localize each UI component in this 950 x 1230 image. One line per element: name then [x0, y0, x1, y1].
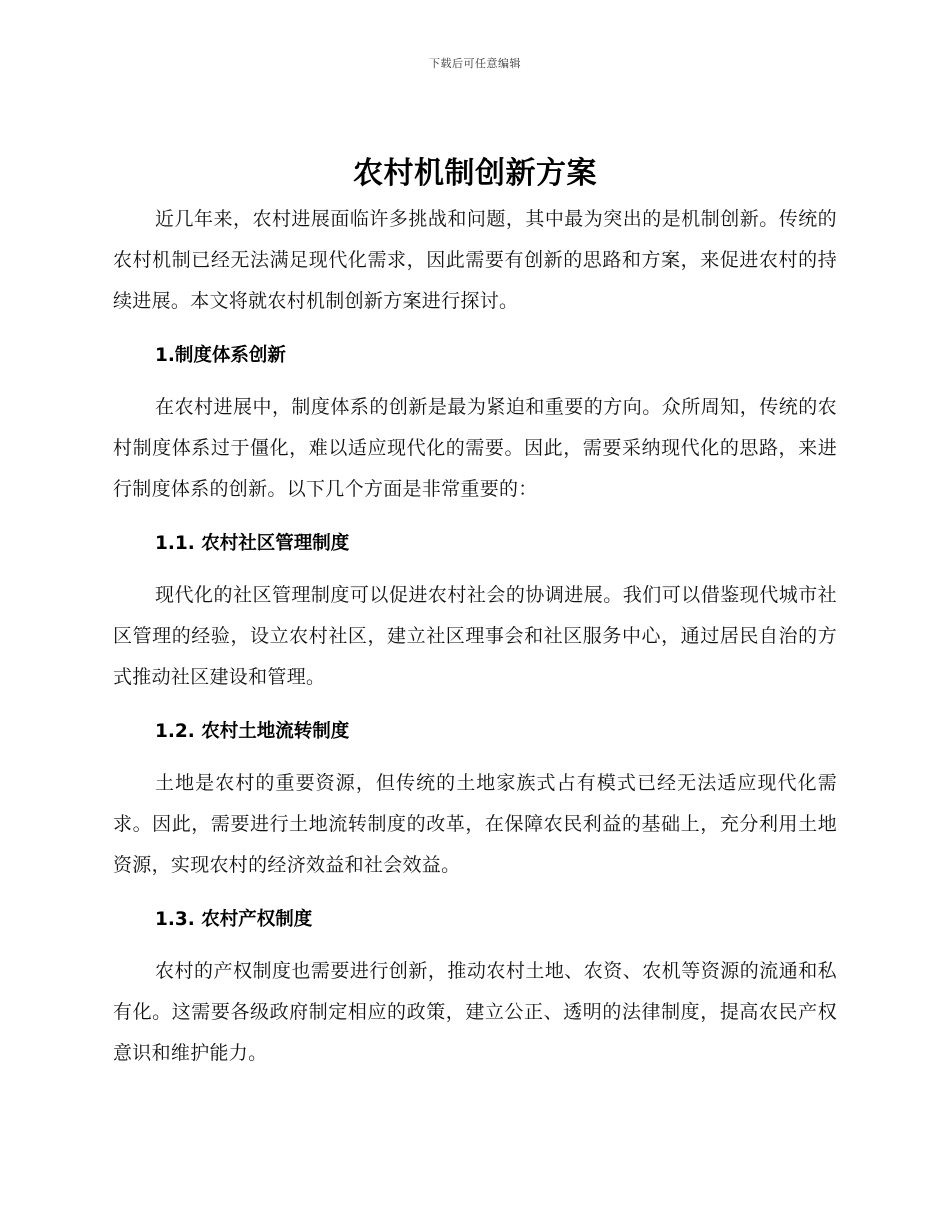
intro-paragraph: 近几年来，农村进展面临许多挑战和问题，其中最为突出的是机制创新。传统的农村机制已经无法满足现代化需求，因此需要有创新的思路和方案，来促进农村的持续进展。本文将就农村机制创新方案进行探讨。 [113, 208, 837, 312]
section-heading: 1.制度体系创新 [155, 345, 286, 366]
page-header-note: 下载后可任意编辑 [429, 57, 521, 70]
section-heading: 1.3. 农村产权制度 [155, 909, 313, 930]
section-paragraph: 现代化的社区管理制度可以促进农村社会的协调进展。我们可以借鉴现代城市社区管理的经验，设立农村社区，建立社区理事会和社区服务中心，通过居民自治的方式推动社区建设和管理。 [113, 584, 837, 688]
section-heading: 1.1. 农村社区管理制度 [155, 533, 350, 554]
section-heading: 1.2. 农村土地流转制度 [155, 721, 350, 742]
section-paragraph: 在农村进展中，制度体系的创新是最为紧迫和重要的方向。众所周知，传统的农村制度体系过于僵化，难以适应现代化的需要。因此，需要采纳现代化的思路，来进行制度体系的创新。以下几个方面是非常重要的： [113, 396, 837, 500]
section-paragraph: 土地是农村的重要资源，但传统的土地家族式占有模式已经无法适应现代化需求。因此，需要进行土地流转制度的改革，在保障农民利益的基础上，充分利用土地资源，实现农村的经济效益和社会效益。 [113, 772, 837, 876]
document-title: 农村机制创新方案 [353, 156, 597, 191]
document-body [113, 199, 837, 1074]
section-paragraph: 农村的产权制度也需要进行创新，推动农村土地、农资、农机等资源的流通和私有化。这需要各级政府制定相应的政策，建立公正、透明的法律制度，提高农民产权意识和维护能力。 [113, 960, 837, 1064]
